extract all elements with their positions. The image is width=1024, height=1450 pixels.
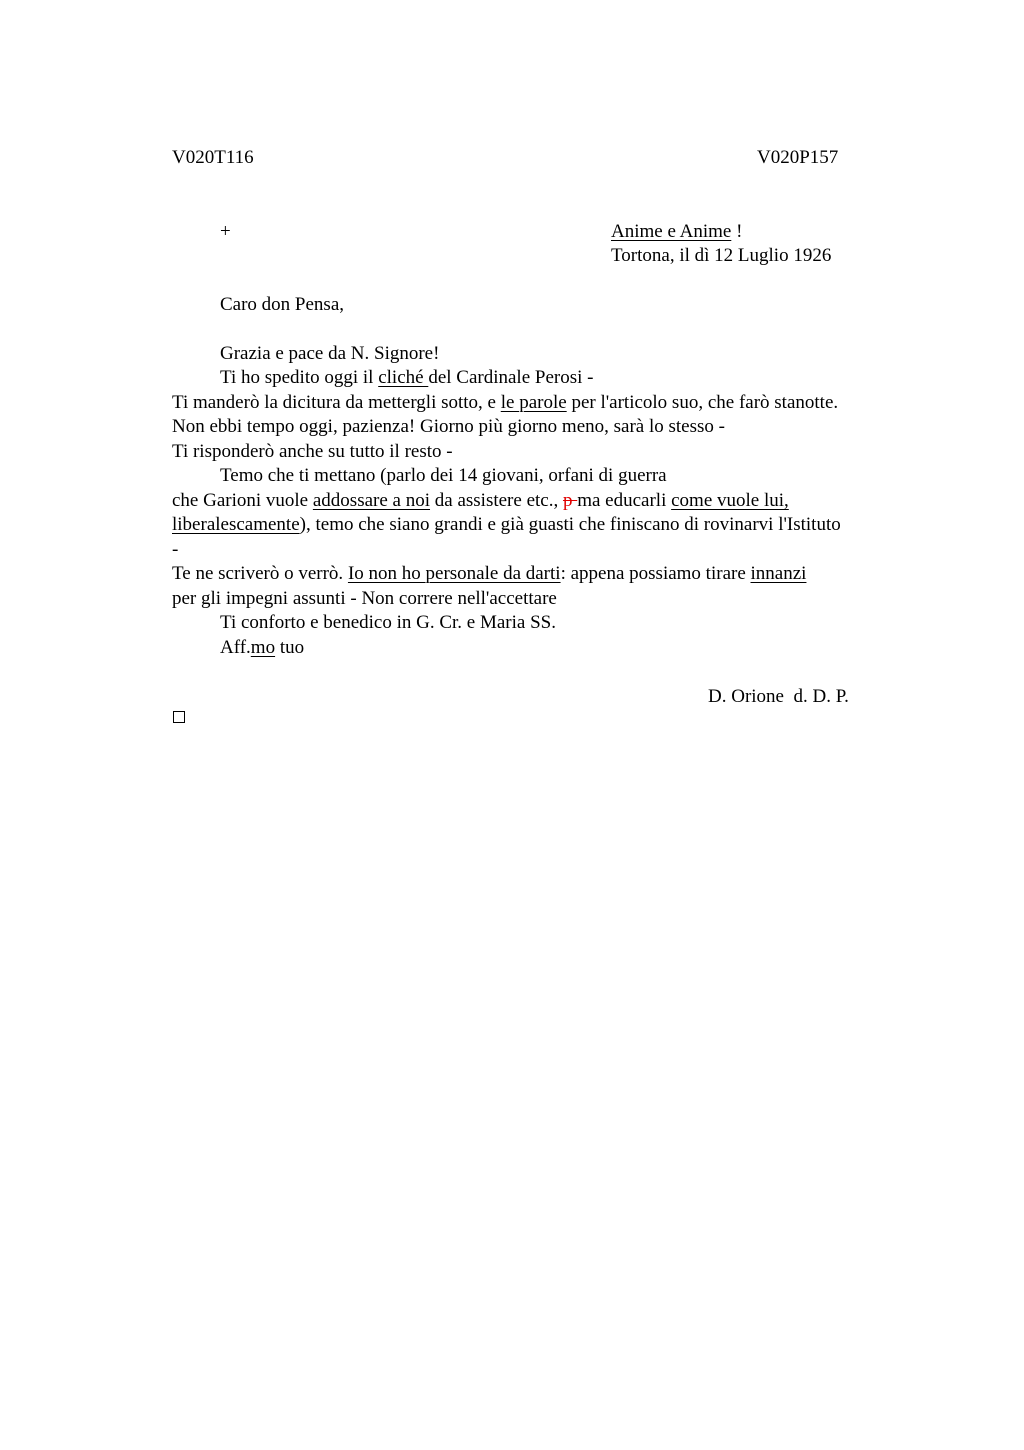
letter-line-11: per gli impegni assunti - Non correre nell'accettare <box>172 588 557 609</box>
text-run: Aff. <box>220 637 251 658</box>
underlined-text: mo <box>250 637 276 658</box>
letter-line-4: Non ebbi tempo oggi, pazienza! Giorno più giorno meno, sarà lo stesso - <box>172 416 725 437</box>
cross-symbol: + <box>220 221 231 242</box>
letter-line-7 <box>172 489 789 513</box>
struck-out-text: p <box>562 490 578 511</box>
motto-exclamation: ! <box>731 221 743 242</box>
text-run: da assistere etc., <box>430 490 563 511</box>
underlined-text: liberalescamente <box>172 514 300 535</box>
archive-code-right: V020P157 <box>757 147 839 168</box>
underlined-text: Io non ho personale da darti <box>347 563 561 584</box>
underlined-text: le parole <box>500 392 567 413</box>
letter-line-8 <box>172 513 841 537</box>
text-run: : appena possiamo tirare <box>560 563 751 584</box>
letter-line-3 <box>172 391 838 415</box>
place-date: Tortona, il dì 12 Luglio 1926 <box>611 245 832 266</box>
letter-line-5: Ti risponderò anche su tutto il resto - <box>172 441 453 462</box>
letter-line-10 <box>172 562 806 586</box>
underlined-text: addossare a noi <box>312 490 431 511</box>
text-run: ), temo che siano grandi e già guasti che finiscano di rovinarvi l'Istituto <box>299 514 841 535</box>
signature: D. Orione d. D. P. <box>708 686 849 707</box>
underlined-text: cliché <box>378 367 429 388</box>
letter-line-12: Ti conforto e benedico in G. Cr. e Maria SS. <box>220 612 556 633</box>
underlined-text: innanzi <box>750 563 807 584</box>
underlined-text: come vuole lui, <box>671 490 789 511</box>
motto <box>611 220 742 244</box>
letter-line-13 <box>220 636 304 660</box>
letter-line-9: - <box>172 539 179 560</box>
text-run: del Cardinale Perosi - <box>428 367 594 388</box>
text-run: che Garioni vuole <box>172 490 313 511</box>
archive-code-left: V020T116 <box>172 147 254 168</box>
letter-line-1: Grazia e pace da N. Signore! <box>220 343 440 364</box>
text-run: per l'articolo suo, che farò stanotte. <box>566 392 839 413</box>
text-run: Ti manderò la dicitura da mettergli sotto, e <box>172 392 501 413</box>
motto-text: Anime e Anime <box>611 221 732 242</box>
letter-line-2 <box>220 366 593 390</box>
text-run: Ti ho spedito oggi il <box>220 367 379 388</box>
salutation: Caro don Pensa, <box>220 294 345 315</box>
text-run: ma educarli <box>577 490 672 511</box>
text-run: Te ne scriverò o verrò. <box>172 563 348 584</box>
end-of-document-square-icon <box>173 711 185 723</box>
letter-line-6: Temo che ti mettano (parlo dei 14 giovani, orfani di guerra <box>220 465 667 486</box>
text-run: tuo <box>275 637 305 658</box>
